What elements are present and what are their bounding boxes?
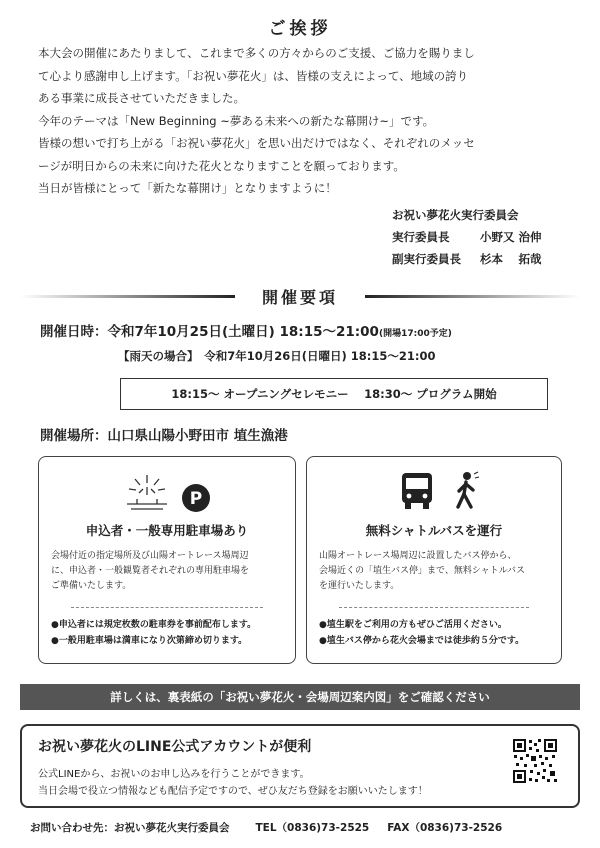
program-schedule: 18:15〜 オープニングセレモニー 18:30〜 プログラム開始: [120, 378, 548, 410]
greeting-title: ご挨拶: [268, 19, 332, 39]
chair-signature: [392, 229, 542, 245]
greeting-line: 当日が皆様にとって「新たな幕開け」となりますように！: [38, 181, 337, 195]
shuttle-body: [319, 549, 555, 594]
line-account-title: お祝い夢花火のLINE公式アカウントが便利: [38, 739, 312, 755]
parking-note: ●一般用駐車場は満車になり次第締め切ります。: [51, 636, 248, 646]
rain-date: 【雨天の場合】 令和7年10月26日(日曜日) 18:15〜21:00: [118, 349, 436, 363]
shuttle-note: ●埴生バス停から花火会場までは徒歩約５分です。: [319, 636, 525, 646]
vice-chair-signature: [392, 251, 542, 267]
contact-label: お問い合わせ先：お祝い夢花火実行委員会: [30, 822, 230, 834]
organizer-name: お祝い夢花火実行委員会: [392, 208, 519, 222]
map-reference-banner: 詳しくは、裏表紙の「お祝い夢花火・会場周辺案内図」をご確認ください: [20, 684, 580, 710]
bus-icon: [399, 471, 435, 511]
parking-body-line: に、申込者・一般観覧者それぞれの専用駐車場を: [51, 566, 250, 576]
shuttle-note: ●埴生駅をご利用の方もぜひご活用ください。: [319, 620, 507, 630]
greeting-line: ージが明日からの未来に向けた花火となりますことを願っております。: [38, 158, 405, 173]
event-date-note: (開場17:00予定): [378, 329, 452, 339]
line-account-line: 当日会場で役立つ情報なども配信予定ですので、ぜひ友だち登録をお願いいたします！: [38, 786, 428, 797]
contact-info: [30, 820, 502, 835]
parking-notes: [51, 617, 291, 649]
greeting-line: 皆様の想いで打ち上がる「お祝い夢花火」を思い出だけではなく、それぞれのメッセ: [38, 136, 475, 150]
qr-code-icon[interactable]: [512, 738, 558, 784]
line-account-box: [20, 724, 580, 808]
greeting-body: [38, 42, 568, 200]
parking-icon: [181, 483, 211, 513]
greeting-line: 今年のテーマは「New Beginning ~夢ある未来への新たな幕開け~」です。: [38, 113, 435, 128]
greeting-line: て心より感謝申し上げます。「お祝い夢花火」は、皆様の支えによって、地域の誇り: [38, 68, 469, 83]
shuttle-card: [306, 456, 562, 664]
parking-icons: [39, 469, 295, 513]
shuttle-icons: [307, 469, 561, 513]
chair-role: 実行委員長: [392, 230, 450, 244]
event-date: [40, 320, 452, 340]
vice-chair-role: 副実行委員長: [392, 252, 461, 266]
parking-divider: [71, 607, 263, 608]
contact-tel: TEL（0836)73-2525: [255, 822, 370, 834]
shuttle-divider: [339, 607, 529, 608]
fireworks-icon: [123, 471, 171, 511]
event-date-text: 開催日時：令和7年10月25日(土曜日) 18:15〜21:00: [40, 324, 379, 340]
walking-person-icon: [453, 471, 481, 511]
line-account-body: [38, 766, 428, 800]
parking-letter: P: [189, 489, 203, 509]
greeting-line: 本大会の開催にあたりまして、これまで多くの方々からのご支援、ご協力を賜りまし: [38, 46, 475, 60]
chair-name: 小野又 治伸: [480, 230, 542, 244]
parking-note: ●申込者には規定枚数の駐車券を事前配布します。: [51, 620, 257, 630]
outline-heading: [20, 284, 580, 308]
parking-body: [51, 549, 287, 594]
shuttle-body-line: 山陽オートレース場周辺に設置したバス停から、: [319, 551, 517, 561]
contact-fax: FAX（0836)73-2526: [387, 822, 503, 834]
event-venue: 開催場所：山口県山陽小野田市 埴生漁港: [40, 428, 288, 444]
outline-title: 開催要項: [261, 288, 338, 307]
shuttle-notes: [319, 617, 559, 649]
parking-body-line: 会場付近の指定場所及び山陽オートレース場周辺: [51, 551, 249, 561]
parking-body-line: ご準備いたします。: [51, 581, 132, 591]
greeting-line: ある事業に成長させていただきました。: [38, 91, 245, 105]
line-account-line: 公式LINEから、お祝いのお申し込みを行うことができます。: [38, 769, 310, 780]
parking-title: 申込者・一般専用駐車場あり: [85, 523, 249, 538]
parking-card: [38, 456, 296, 664]
vice-chair-name: 杉本 拓哉: [480, 252, 542, 266]
shuttle-body-line: 会場近くの「埴生バス停」まで、無料シャトルバス: [319, 566, 526, 576]
shuttle-body-line: を運行いたします。: [319, 581, 400, 591]
shuttle-title: 無料シャトルバスを運行: [365, 523, 503, 538]
